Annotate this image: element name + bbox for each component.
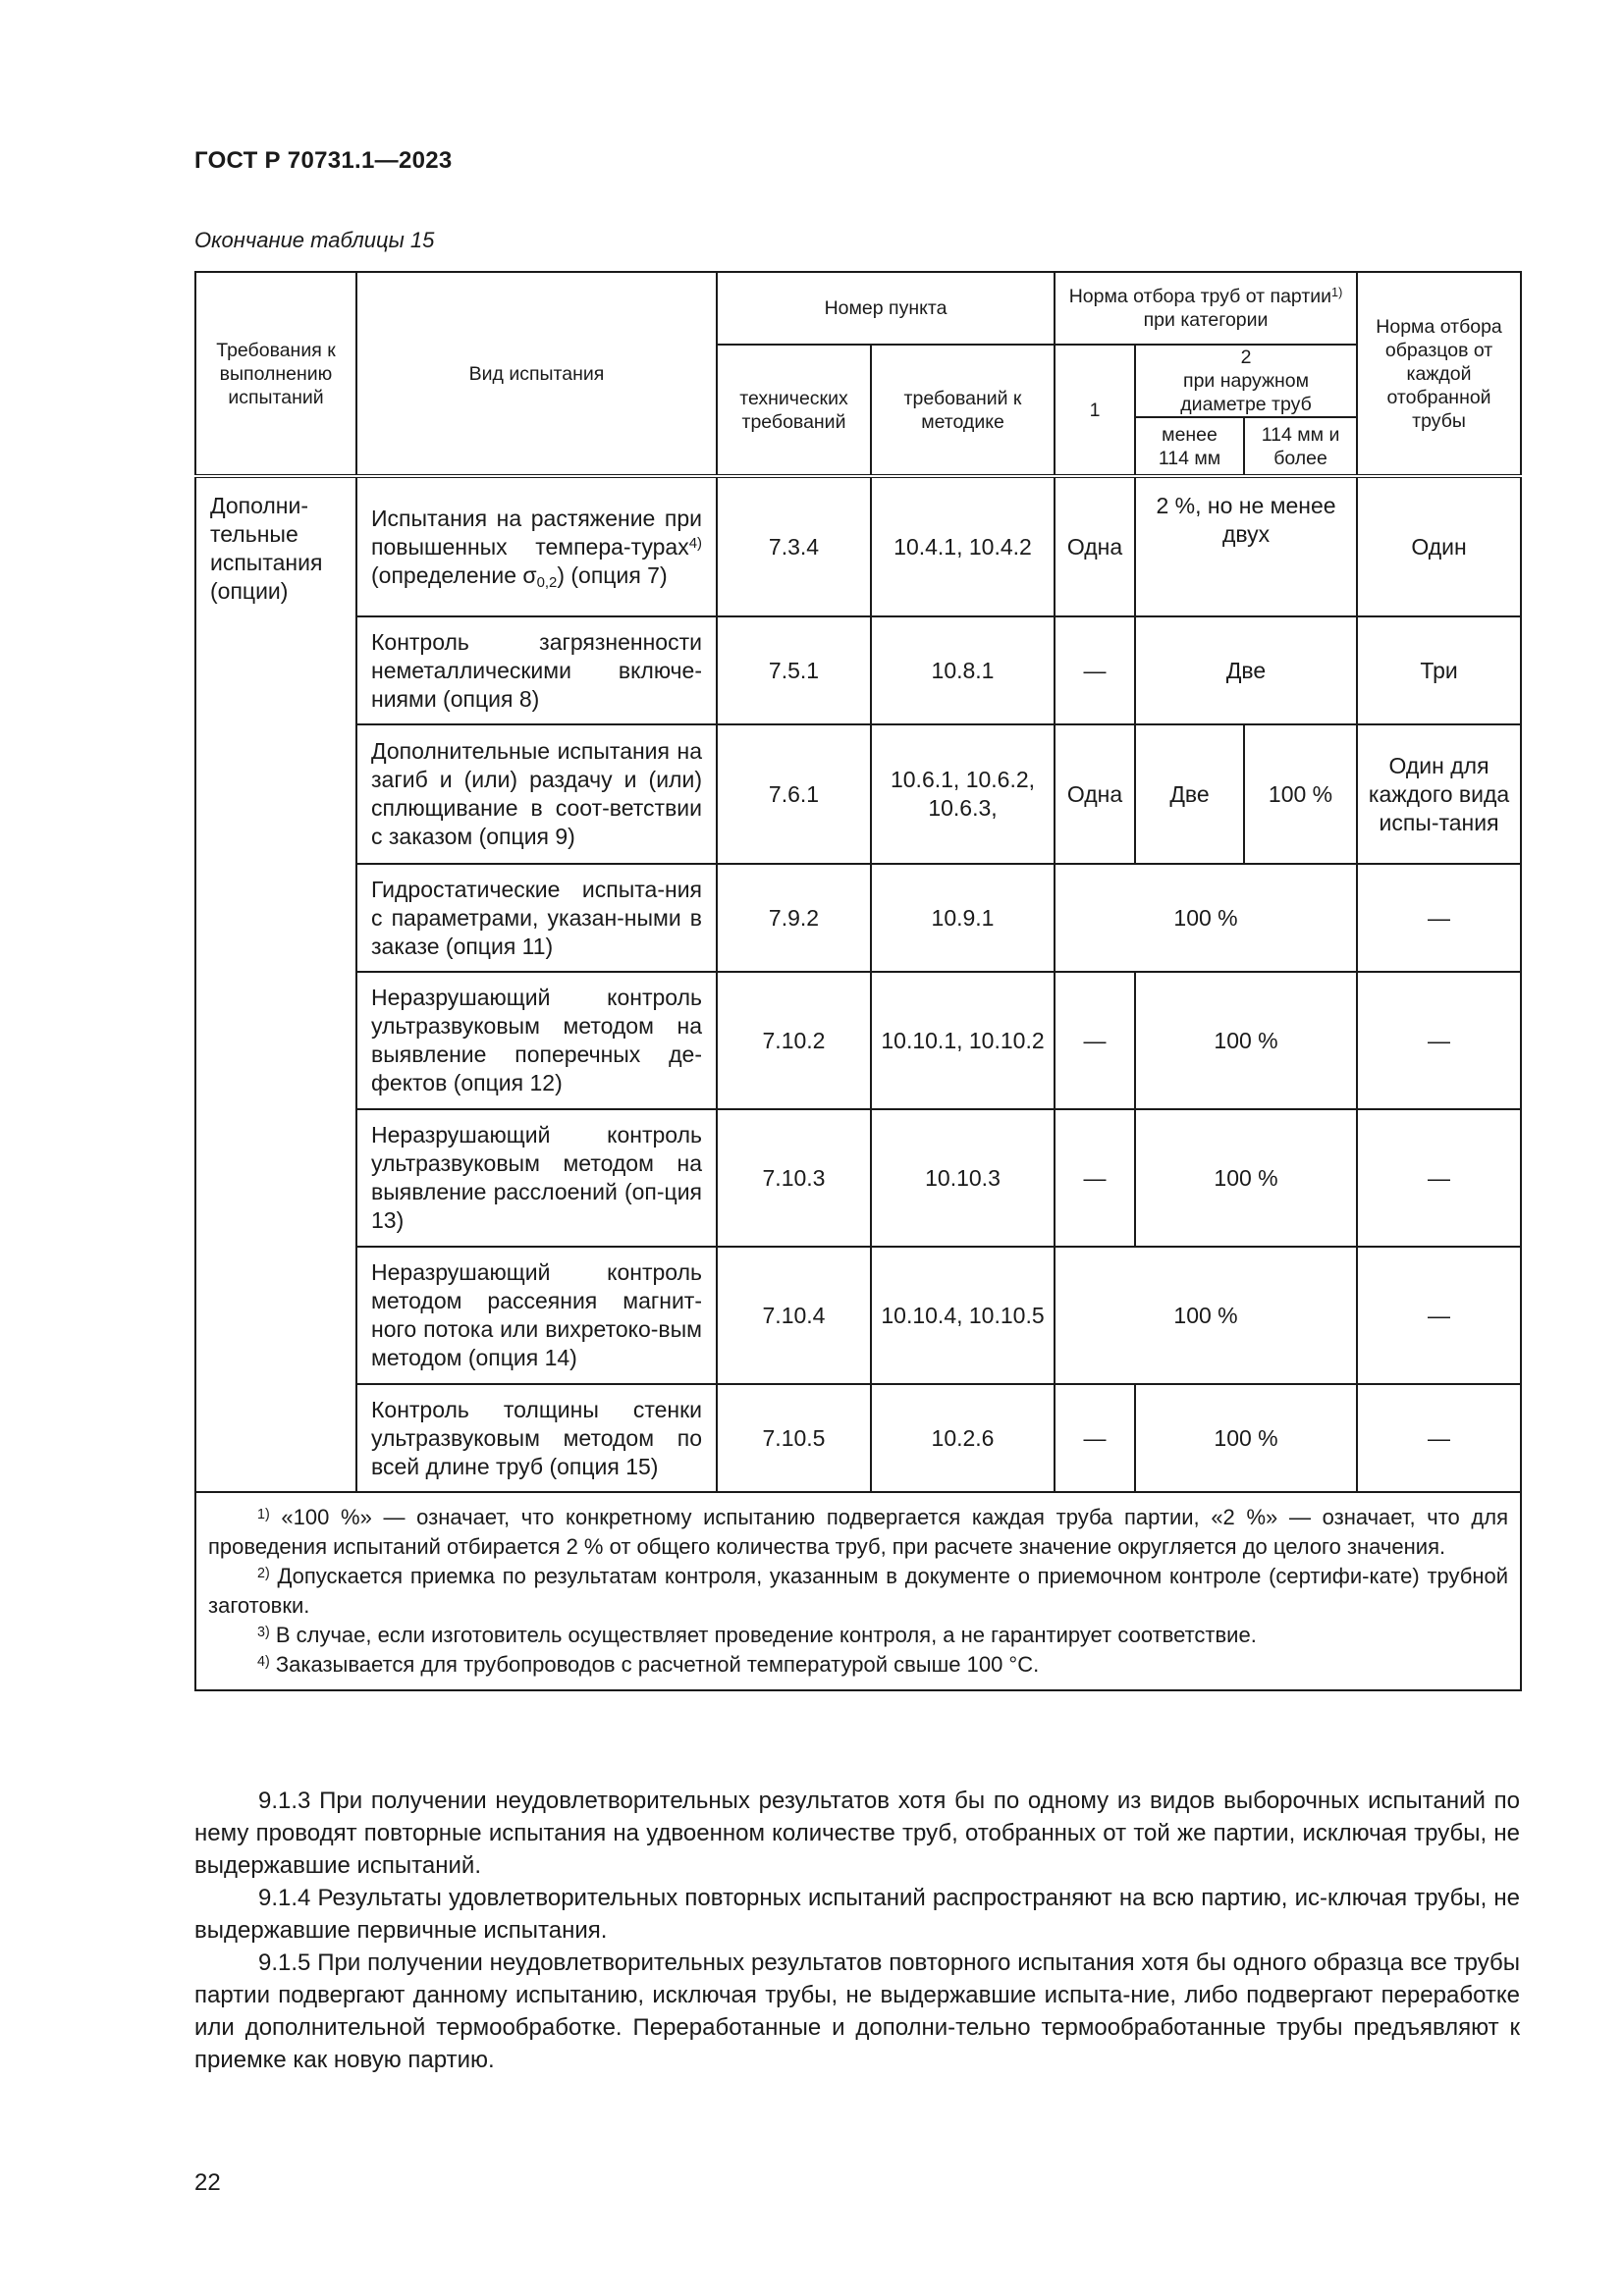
table-caption: Окончание таблицы 15 (194, 228, 435, 252)
method-clause: 10.10.3 (871, 1109, 1055, 1247)
samples-value: — (1357, 1109, 1521, 1247)
tech-clause: 7.5.1 (717, 616, 871, 724)
category-1-value: Одна (1055, 724, 1135, 864)
samples-value: Один (1357, 476, 1521, 616)
category-all-value: 100 % (1055, 1247, 1357, 1384)
tech-clause: 7.10.3 (717, 1109, 871, 1247)
category-2-value: Две (1135, 616, 1357, 724)
method-clause: 10.10.4, 10.10.5 (871, 1247, 1055, 1384)
header-method-req: требований к методике (871, 345, 1055, 476)
category-1-value: — (1055, 1384, 1135, 1492)
category-1-value: — (1055, 972, 1135, 1109)
test-name: Контроль загрязненности неметаллическими включе-ниями (опция 8) (356, 616, 717, 724)
category-1-value: Одна (1055, 476, 1135, 616)
header-tech-req: технических требований (717, 345, 871, 476)
tech-clause: 7.10.4 (717, 1247, 871, 1384)
samples-value: — (1357, 1384, 1521, 1492)
footnotes-row (195, 1492, 1521, 1690)
category-1-value: — (1055, 616, 1135, 724)
table-15 (194, 271, 1522, 1691)
method-clause: 10.6.1, 10.6.2, 10.6.3, (871, 724, 1055, 864)
method-clause: 10.4.1, 10.4.2 (871, 476, 1055, 616)
samples-value: Один для каждого вида испы-тания (1357, 724, 1521, 864)
test-name: Контроль толщины стенки ультразвуковым методом по всей длине труб (опция 15) (356, 1384, 717, 1492)
tech-clause: 7.3.4 (717, 476, 871, 616)
method-clause: 10.2.6 (871, 1384, 1055, 1492)
table-row (195, 1247, 1521, 1384)
category-1-value: — (1055, 1109, 1135, 1247)
header-tube-norm: Норма отбора труб от партии$^{1)}$ при категории (1055, 272, 1357, 345)
category-2-value: 100 % (1135, 972, 1357, 1109)
test-name: Испытания на растяжение при повышенных темпера-турах$^{4)}$ (определение $\sigma_{0,2}$) (опция 7) (356, 476, 717, 616)
samples-value: — (1357, 864, 1521, 972)
test-name: Неразрушающий контроль ультразвуковым методом на выявление расслоений (оп-ция 13) (356, 1109, 717, 1247)
header-category-1: 1 (1055, 345, 1135, 476)
header-requirements: Требования к выполнению испытаний (195, 272, 356, 476)
header-clause-number: Номер пункта (717, 272, 1055, 345)
test-name: Неразрушающий контроль ультразвуковым методом на выявление поперечных де-фектов (опция 12) (356, 972, 717, 1109)
category-2-more-value: 100 % (1244, 724, 1357, 864)
table-row (195, 1384, 1521, 1492)
header-less-114: менее 114 мм (1135, 417, 1244, 476)
samples-value: — (1357, 972, 1521, 1109)
table-row (195, 972, 1521, 1109)
table-row (195, 1109, 1521, 1247)
tech-clause: 7.9.2 (717, 864, 871, 972)
table-row (195, 864, 1521, 972)
footnote-2: $^{2)}$ Допускается приемка по результатам контроля, указанным в документе о приемочном контроле (сертифи-кате) трубной заготовки. (208, 1564, 1509, 1618)
method-clause: 10.9.1 (871, 864, 1055, 972)
test-name: Гидростатические испыта-ния с параметрами, указан-ными в заказе (опция 11) (356, 864, 717, 972)
table-row (195, 616, 1521, 724)
category-2-less-value: Две (1135, 724, 1244, 864)
samples-value: Три (1357, 616, 1521, 724)
header-test-type: Вид испытания (356, 272, 717, 476)
samples-value: — (1357, 1247, 1521, 1384)
table-row (195, 724, 1521, 864)
tech-clause: 7.10.2 (717, 972, 871, 1109)
footnote-3: $^{3)}$ В случае, если изготовитель осуществляет проведение контроля, а не гарантирует соответствие. (257, 1623, 1257, 1647)
page-number: 22 (194, 2169, 221, 2196)
footnote-1: $^{1)}$ «100 %» — означает, что конкретному испытанию подвергается каждая труба партии, «2 %» — означает, что для проведения испытаний отбирается 2 % от общего количества труб, при расчете значение округляется до целого значения. (208, 1505, 1509, 1559)
paragraph-9-1-5: 9.1.5 При получении неудовлетворительных результатов повторного испытания хотя бы одного образца все трубы партии подвергают данному испытанию, исключая трубы, не выдержавшие испыта-ние, либо подвергают переработке или дополнительной термообработке. Переработанные и дополни-тельно термообработанные трубы предъявляют к приемке как новую партию. (194, 1949, 1520, 2073)
footnotes (195, 1492, 1521, 1690)
header-more-114: 114 мм и более (1244, 417, 1357, 476)
header-category-2: 2 при наружном диаметре труб (1135, 345, 1357, 417)
header-sample-norm: Норма отбора образцов от каждой отобранной трубы (1357, 272, 1521, 476)
tech-clause: 7.6.1 (717, 724, 871, 864)
table-row (195, 476, 1521, 616)
method-clause: 10.10.1, 10.10.2 (871, 972, 1055, 1109)
paragraph-9-1-3: 9.1.3 При получении неудовлетворительных результатов хотя бы по одному из видов выборочных испытаний по нему проводят повторные испытания на удвоенном количестве труб, отобранных от той же партии, исключая трубы, не выдержавшие испытаний. (194, 1788, 1520, 1879)
category-2-value: 2 %, но не менее двух (1135, 476, 1357, 616)
test-name: Дополнительные испытания на загиб и (или) раздачу и (или) сплющивание в соот-ветствии с заказом (опция 9) (356, 724, 717, 864)
category-2-value: 100 % (1135, 1384, 1357, 1492)
category-2-value: 100 % (1135, 1109, 1357, 1247)
paragraph-9-1-4: 9.1.4 Результаты удовлетворительных повторных испытаний распространяют на всю партию, ис-ключая трубы, не выдержавшие первичные испытания. (194, 1885, 1520, 1944)
category-all-value: 100 % (1055, 864, 1357, 972)
footnote-4: $^{4)}$ Заказывается для трубопроводов с расчетной температурой свыше 100 °С. (257, 1652, 1040, 1677)
body-text (194, 1785, 1520, 2076)
test-name: Неразрушающий контроль методом рассеяния магнит-ного потока или вихретоко-вым методом (опция 14) (356, 1247, 717, 1384)
tech-clause: 7.10.5 (717, 1384, 871, 1492)
requirements-group: Дополни-тельные испытания (опции) (195, 476, 356, 1492)
method-clause: 10.8.1 (871, 616, 1055, 724)
page-header: ГОСТ Р 70731.1—2023 (194, 147, 453, 174)
